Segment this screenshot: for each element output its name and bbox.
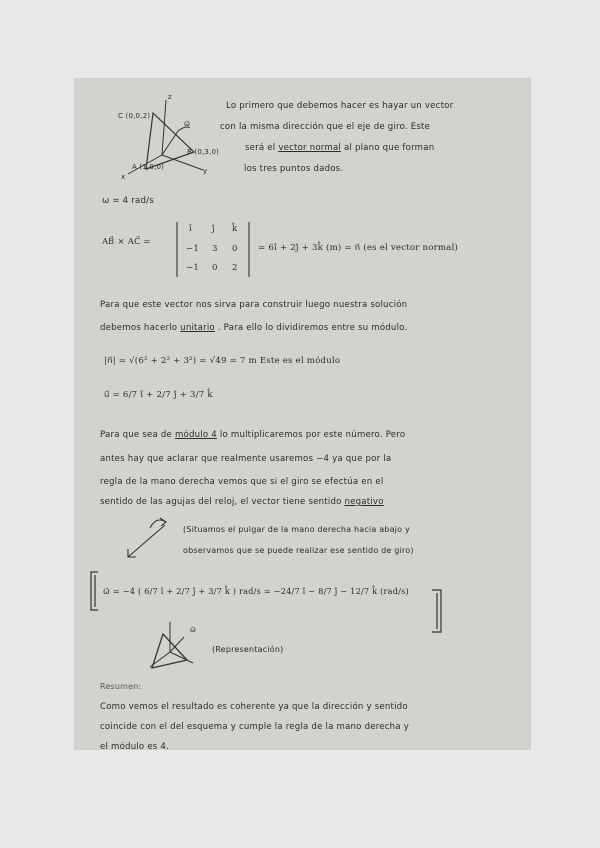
intro-vector-normal: vector normal — [278, 143, 342, 153]
modulus-line: |n⃗| = √(6² + 2² + 3²) = √49 = 7 m Este es el módulo — [104, 356, 341, 366]
para1-line-1: Para que este vector nos sirva para construir luego nuestra solución — [100, 300, 408, 310]
axis-x-label: x — [121, 173, 126, 181]
note-line-2: observamos que se puede realizar ese sentido de giro) — [183, 546, 414, 555]
para1-line-2-post: . Para ello lo dividiremos entre su módulo. — [217, 323, 408, 333]
resumen-title: Resumen: — [100, 682, 142, 691]
para1-line-2-pre: debemos hacerlo — [100, 323, 178, 333]
para2-line-4-pre: sentido de las agujas del reloj, el vector tiene sentido — [100, 497, 342, 507]
intro-line-3-pre: será el — [245, 143, 276, 153]
unit-vector: u⃗ = 6/7 î + 2/7 ĵ + 3/7 k̂ — [104, 390, 213, 400]
det-row1-i: î — [189, 224, 192, 234]
para2-modulo-4: módulo 4 — [174, 430, 217, 440]
det-row3-c: 2 — [232, 263, 238, 273]
intro-line-2: con la misma dirección que el eje de giro. Este — [220, 122, 431, 132]
det-row2-a: −1 — [186, 244, 200, 254]
resumen-line-2: coincide con el del esquema y cumple la regla de la mano derecha y — [100, 722, 409, 732]
para2-line-2: antes hay que aclarar que realmente usaremos −4 ya que por la — [100, 454, 392, 464]
intro-line-4: los tres puntos dados. — [244, 164, 344, 174]
para2-negativo: negativo — [344, 497, 384, 507]
omega-symbol-rep: ω⃗ — [190, 626, 197, 634]
resumen-line-3: el módulo es 4. — [100, 742, 170, 752]
intro-line-1: Lo primero que debemos hacer es hayar un vector — [226, 101, 454, 111]
point-b-label: B (0,3,0) — [187, 148, 220, 156]
resumen-line-1: Como vemos el resultado es coherente ya que la dirección y sentido — [100, 702, 408, 712]
omega-value: ω = 4 rad/s — [102, 196, 154, 206]
axis-y-label: y — [203, 167, 208, 175]
det-row2-b: 3 — [212, 244, 218, 254]
cross-product-lhs: AB⃗ × AC⃗ = — [102, 237, 151, 247]
result-formula: ω⃗ = −4 ( 6/7 î + 2/7 ĵ + 3/7 k̂ ) rad/s = −24/7 î − 8/7 ĵ − 12/7 k̂ (rad/s) — [103, 586, 409, 596]
cross-product-rhs: = 6î + 2ĵ + 3k̂ (m) = n⃗ (es el vector normal) — [258, 243, 459, 253]
omega-symbol-top: ω⃗ — [184, 120, 191, 128]
note-line-1: (Situamos el pulgar de la mano derecha hacia abajo y — [183, 525, 410, 534]
det-row2-c: 0 — [232, 244, 238, 254]
para2-line-1-pre: Para que sea de — [100, 430, 173, 440]
para1-unitario: unitario — [180, 323, 215, 333]
point-a-label: A (1,0,0) — [132, 163, 165, 171]
det-row3-b: 0 — [212, 263, 218, 273]
det-row1-j: ĵ — [212, 224, 215, 234]
axis-z-label: z — [168, 93, 172, 101]
det-row3-a: −1 — [186, 263, 200, 273]
det-row1-k: k̂ — [232, 224, 238, 234]
representation-label: (Representación) — [212, 645, 284, 654]
para2-line-1-post: lo multiplicaremos por este número. Pero — [219, 430, 406, 440]
point-c-label: C (0,0,2) — [118, 112, 151, 120]
para2-line-3: regla de la mano derecha vemos que si el giro se efectúa en el — [100, 477, 384, 487]
intro-line-3-post: al plano que forman — [343, 143, 435, 153]
